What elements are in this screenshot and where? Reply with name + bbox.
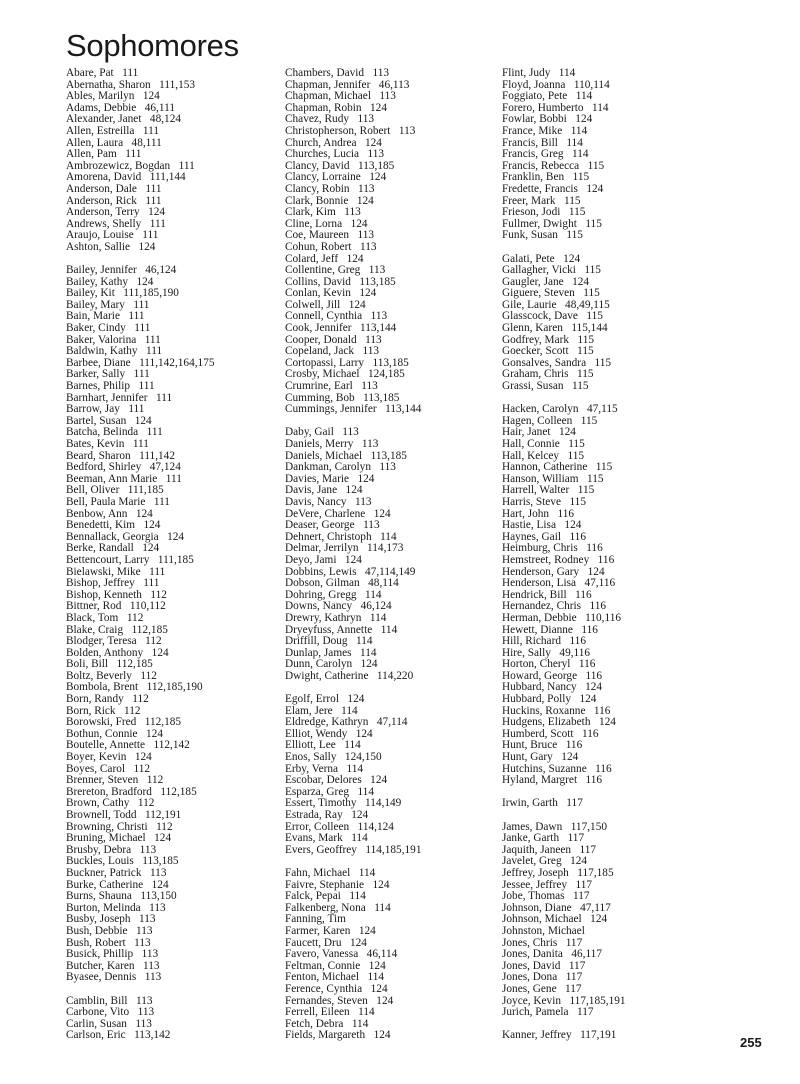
index-entry: Hacken, Carolyn 47,115 — [502, 404, 618, 416]
index-entry: Dohring, Gregg 114 — [285, 589, 382, 601]
index-entry: Baker, Cindy 111 — [66, 323, 151, 335]
index-entry: Hagen, Colleen 115 — [502, 415, 598, 427]
index-entry: Boutelle, Annette 112,142 — [66, 740, 190, 752]
index-entry: Hair, Janet 124 — [502, 427, 576, 439]
index-entry: Beard, Sharon 111,142 — [66, 450, 175, 462]
index-entry: Ference, Cynthia 124 — [285, 983, 388, 995]
index-entry: Boyes, Carol 112 — [66, 763, 150, 775]
index-entry: Anderson, Rick 111 — [66, 195, 162, 207]
index-entry: Erby, Verna 114 — [285, 763, 364, 775]
index-entry: Falkenberg, Nona 114 — [285, 902, 391, 914]
index-entry: Johnston, Michael — [502, 925, 585, 937]
index-entry: Johnson, Diane 47,117 — [502, 902, 611, 914]
index-entry: Bush, Debbie 113 — [66, 925, 153, 937]
index-entry: Bedford, Shirley 47,124 — [66, 462, 181, 474]
index-entry: Blodger, Teresa 112 — [66, 636, 162, 648]
index-entry: Esparza, Greg 114 — [285, 786, 374, 798]
index-entry: DeVere, Charlene 124 — [285, 508, 391, 520]
index-entry: Cummings, Jennifer 113,144 — [285, 404, 422, 416]
index-entry: Adams, Debbie 46,111 — [66, 102, 175, 114]
index-entry: Herman, Debbie 110,116 — [502, 612, 622, 624]
index-entry: Bruning, Michael 124 — [66, 833, 172, 845]
index-entry: Hunt, Gary 124 — [502, 752, 579, 764]
index-entry: Bailey, Jennifer 46,124 — [66, 265, 177, 277]
index-entry: Crumrine, Earl 113 — [285, 381, 378, 393]
index-entry: Burton, Melinda 113 — [66, 902, 166, 914]
index-entry: Barrow, Jay 111 — [66, 404, 145, 416]
index-entry: Christopherson, Robert 113 — [285, 125, 416, 137]
index-entry: Boli, Bill 112,185 — [66, 659, 153, 671]
page-number: 255 — [740, 1035, 762, 1050]
index-entry: Brereton, Bradford 112,185 — [66, 786, 197, 798]
index-entry: Cline, Lorna 124 — [285, 218, 368, 230]
index-entry: Funk, Susan 115 — [502, 230, 583, 242]
index-entry: Baldwin, Kathy 111 — [66, 346, 163, 358]
index-entry: Alexander, Janet 48,124 — [66, 114, 181, 126]
index-entry: France, Mike 114 — [502, 125, 588, 137]
index-entry: Chambers, David 113 — [285, 68, 390, 79]
index-entry: Jobe, Thomas 117 — [502, 891, 590, 903]
index-entry: Elliott, Lee 114 — [285, 740, 361, 752]
index-entry: Foggiato, Pete 114 — [502, 91, 593, 103]
index-entry: Gonsalves, Sandra 115 — [502, 357, 612, 369]
index-entry: Daniels, Michael 113,185 — [285, 450, 407, 462]
index-entry: Bush, Robert 113 — [66, 937, 151, 949]
index-entry: Clark, Bonnie 124 — [285, 195, 374, 207]
index-entry: Estrada, Ray 124 — [285, 810, 369, 821]
index-entry: Allen, Pam 111 — [66, 149, 142, 161]
index-entry: Bishop, Jeffrey 111 — [66, 578, 160, 590]
index-entry: Bennallack, Georgia 124 — [66, 531, 185, 543]
index-gap — [66, 984, 281, 996]
index-entry: Hart, John 116 — [502, 508, 575, 520]
index-entry: Hubbard, Polly 124 — [502, 694, 597, 706]
index-entry: Freer, Mark 115 — [502, 195, 581, 207]
index-gap — [66, 254, 281, 266]
index-entry: Bailey, Kit 111,185,190 — [66, 288, 179, 300]
index-entry: Ashton, Sallie 124 — [66, 241, 156, 253]
index-entry: Heimburg, Chris 116 — [502, 543, 603, 555]
index-entry: Churches, Lucia 113 — [285, 149, 385, 161]
index-entry: Frieson, Jodi 115 — [502, 207, 586, 219]
index-entry: Brownell, Todd 112,191 — [66, 810, 182, 821]
index-entry: Bittner, Rod 110,112 — [66, 601, 166, 613]
index-entry: Araujo, Louise 111 — [66, 230, 159, 242]
index-entry: Glenn, Karen 115,144 — [502, 323, 608, 335]
index-entry: Clancy, Robin 113 — [285, 183, 375, 195]
index-entry: Hire, Sally 49,116 — [502, 647, 591, 659]
index-entry: Huckins, Roxanne 116 — [502, 705, 611, 717]
index-entry: Clancy, Lorraine 124 — [285, 172, 387, 184]
index-entry: Camblin, Bill 113 — [66, 995, 153, 1007]
index-entry: Francis, Bill 114 — [502, 137, 583, 149]
index-entry: Byasee, Dennis 113 — [66, 972, 162, 984]
index-entry: Fullmer, Dwight 115 — [502, 218, 602, 230]
index-entry: Giguere, Steven 115 — [502, 288, 600, 300]
index-entry: Hannon, Catherine 115 — [502, 462, 613, 474]
index-gap — [285, 682, 500, 694]
index-entry: Busby, Joseph 113 — [66, 914, 156, 926]
index-column-3 — [502, 68, 717, 1042]
index-entry: Collentine, Greg 113 — [285, 265, 386, 277]
index-entry: Gaugler, Jane 124 — [502, 276, 590, 288]
index-entry: Francis, Greg 114 — [502, 149, 589, 161]
index-entry: Elliot, Wendy 124 — [285, 728, 373, 740]
index-entry: Clancy, David 113,185 — [285, 160, 395, 172]
index-entry: Borowski, Fred 112,185 — [66, 717, 182, 729]
index-entry: Cumming, Bob 113,185 — [285, 392, 400, 404]
index-entry: Driffill, Doug 114 — [285, 636, 373, 648]
index-entry: Delmar, Jerrilyn 114,173 — [285, 543, 404, 555]
index-entry: Ferrell, Eileen 114 — [285, 1007, 375, 1019]
index-entry: Hyland, Margret 116 — [502, 775, 603, 787]
index-gap — [502, 1019, 717, 1031]
index-entry: Graham, Chris 115 — [502, 369, 594, 381]
index-entry: Allen, Laura 48,111 — [66, 137, 162, 149]
index-entry: Daniels, Merry 113 — [285, 439, 379, 450]
index-entry: Jones, David 117 — [502, 960, 586, 972]
index-entry: Allen, Estreilla 111 — [66, 125, 159, 137]
index-entry: Dobbins, Lewis 47,114,149 — [285, 566, 416, 578]
index-entry: Collins, David 113,185 — [285, 276, 396, 288]
index-entry: Jaquith, Janeen 117 — [502, 844, 597, 856]
index-entry: Chapman, Jennifer 46,113 — [285, 79, 410, 91]
index-entry: Born, Rick 112 — [66, 705, 141, 717]
index-entry: Hernandez, Chris 116 — [502, 601, 607, 613]
index-entry: Harris, Steve 115 — [502, 496, 586, 508]
index-entry: Gile, Laurie 48,49,115 — [502, 299, 610, 311]
index-entry: Dunn, Carolyn 124 — [285, 659, 378, 671]
index-entry: Ables, Marilyn 124 — [66, 91, 160, 103]
index-entry: Buckles, Louis 113,185 — [66, 856, 179, 868]
index-entry: Godfrey, Mark 115 — [502, 334, 595, 346]
index-entry: Hastie, Lisa 124 — [502, 520, 582, 532]
index-entry: Favero, Vanessa 46,114 — [285, 949, 398, 961]
index-entry: Church, Andrea 124 — [285, 137, 382, 149]
index-entry: Berke, Randall 124 — [66, 543, 160, 555]
index-entry: Hubbard, Nancy 124 — [502, 682, 603, 694]
index-entry: Conlan, Kevin 124 — [285, 288, 377, 300]
index-entry: Deyo, Jami 124 — [285, 554, 362, 566]
index-entry: Bell, Paula Marie 111 — [66, 496, 170, 508]
index-entry: Dankman, Carolyn 113 — [285, 462, 396, 474]
index-entry: Bielawski, Mike 111 — [66, 566, 166, 578]
index-entry: Burns, Shauna 113,150 — [66, 891, 177, 903]
index-entry: Dwight, Catherine 114,220 — [285, 670, 414, 682]
index-entry: Faivre, Stephanie 124 — [285, 879, 390, 891]
index-entry: Barker, Sally 111 — [66, 369, 150, 381]
index-entry: Ambrozewicz, Bogdan 111 — [66, 160, 195, 172]
index-entry: Gallagher, Vicki 115 — [502, 265, 601, 277]
index-entry: Hall, Connie 115 — [502, 439, 585, 450]
index-entry: Abare, Pat 111 — [66, 68, 139, 79]
index-entry: Deaser, George 113 — [285, 520, 380, 532]
index-entry: Galati, Pete 124 — [502, 253, 581, 265]
index-entry: Henderson, Lisa 47,116 — [502, 578, 616, 590]
index-entry: Benbow, Ann 124 — [66, 508, 153, 520]
index-entry: Bettencourt, Larry 111,185 — [66, 554, 194, 566]
index-entry: Davis, Nancy 113 — [285, 496, 372, 508]
index-entry: Busick, Phillip 113 — [66, 949, 159, 961]
index-entry: Davis, Jane 124 — [285, 485, 363, 497]
index-entry: Hutchins, Suzanne 116 — [502, 763, 612, 775]
index-entry: Joyce, Kevin 117,185,191 — [502, 995, 626, 1007]
index-entry: James, Dawn 117,150 — [502, 821, 608, 833]
index-entry: Bartel, Susan 124 — [66, 415, 152, 427]
index-entry: Bombola, Brent 112,185,190 — [66, 682, 203, 694]
index-entry: Brenner, Steven 112 — [66, 775, 164, 787]
index-entry: Jones, Gene 117 — [502, 983, 582, 995]
index-entry: Anderson, Dale 111 — [66, 183, 162, 195]
index-entry: Chapman, Michael 113 — [285, 91, 396, 103]
index-column-2 — [285, 68, 500, 1042]
index-entry: Barbee, Diane 111,142,164,175 — [66, 357, 215, 369]
index-entry: Crosby, Michael 124,185 — [285, 369, 405, 381]
index-gap — [285, 856, 500, 868]
index-entry: Error, Colleen 114,124 — [285, 821, 394, 833]
index-entry: Carlin, Susan 113 — [66, 1018, 152, 1030]
index-entry: Colard, Jeff 124 — [285, 253, 364, 265]
index-entry: Born, Randy 112 — [66, 694, 149, 706]
index-entry: Haynes, Gail 116 — [502, 531, 586, 543]
index-entry: Benedetti, Kim 124 — [66, 520, 161, 532]
index-entry: Daby, Gail 113 — [285, 427, 359, 439]
index-entry: Howard, George 116 — [502, 670, 603, 682]
index-entry: Cortopassi, Larry 113,185 — [285, 357, 409, 369]
index-entry: Bain, Marie 111 — [66, 311, 145, 323]
index-entry: Blake, Craig 112,185 — [66, 624, 168, 636]
index-entry: Hewett, Dianne 116 — [502, 624, 598, 636]
index-entry: Bailey, Kathy 124 — [66, 276, 154, 288]
index-entry: Janke, Garth 117 — [502, 833, 585, 845]
index-entry: Falck, Pepai 114 — [285, 891, 366, 903]
index-entry: Baker, Valorina 111 — [66, 334, 161, 346]
index-gap — [502, 393, 717, 405]
index-entry: Boyer, Kevin 124 — [66, 752, 152, 764]
index-entry: Downs, Nancy 46,124 — [285, 601, 392, 613]
index-entry: Jones, Dona 117 — [502, 972, 583, 984]
index-entry: Clark, Kim 113 — [285, 207, 361, 219]
index-entry: Butcher, Karen 113 — [66, 960, 160, 972]
index-entry: Cook, Jennifer 113,144 — [285, 323, 397, 335]
index-entry: Drewry, Kathryn 114 — [285, 612, 387, 624]
index-entry: Anderson, Terry 124 — [66, 207, 166, 219]
index-entry: Jones, Danita 46,117 — [502, 949, 602, 961]
index-entry: Amorena, David 111,144 — [66, 172, 186, 184]
index-entry: Grassi, Susan 115 — [502, 381, 589, 393]
index-entry: Batcha, Belinda 111 — [66, 427, 163, 439]
index-entry: Hudgens, Elizabeth 124 — [502, 717, 616, 729]
index-entry: Connell, Cynthia 113 — [285, 311, 388, 323]
index-entry: Copeland, Jack 113 — [285, 346, 380, 358]
index-entry: Flint, Judy 114 — [502, 68, 576, 79]
index-entry: Farmer, Karen 124 — [285, 925, 376, 937]
index-entry: Chapman, Robin 124 — [285, 102, 387, 114]
index-entry: Carbone, Vito 113 — [66, 1007, 155, 1019]
index-entry: Fenton, Michael 114 — [285, 972, 385, 984]
index-column-1 — [66, 68, 281, 1042]
index-entry: Coe, Maureen 113 — [285, 230, 374, 242]
index-entry: Buckner, Patrick 113 — [66, 867, 167, 879]
index-entry: Browning, Christi 112 — [66, 821, 173, 833]
index-entry: Andrews, Shelly 111 — [66, 218, 166, 230]
index-entry: Black, Tom 112 — [66, 612, 144, 624]
index-entry: Fernandes, Steven 124 — [285, 995, 394, 1007]
index-entry: Hunt, Bruce 116 — [502, 740, 583, 752]
index-entry: Dehnert, Christoph 114 — [285, 531, 397, 543]
index-entry: Bothun, Connie 124 — [66, 728, 163, 740]
index-gap — [502, 242, 717, 254]
index-entry: Fields, Margareth 124 — [285, 1030, 391, 1042]
index-entry: Enos, Sally 124,150 — [285, 752, 382, 764]
index-entry: Boltz, Beverly 112 — [66, 670, 157, 682]
index-entry: Beeman, Ann Marie 111 — [66, 473, 182, 485]
index-entry: Hall, Kelcey 115 — [502, 450, 585, 462]
index-entry: Barnhart, Jennifer 111 — [66, 392, 173, 404]
index-entry: Eldredge, Kathryn 47,114 — [285, 717, 408, 729]
index-entry: Jurich, Pamela 117 — [502, 1007, 594, 1019]
index-entry: Fetch, Debra 114 — [285, 1018, 369, 1030]
index-entry: Dunlap, James 114 — [285, 647, 377, 659]
index-entry: Hemstreet, Rodney 116 — [502, 554, 615, 566]
index-entry: Faucett, Dru 124 — [285, 937, 367, 949]
index-entry: Fowlar, Bobbi 124 — [502, 114, 593, 126]
index-entry: Jessee, Jeffrey 117 — [502, 879, 593, 891]
index-entry: Fanning, Tim — [285, 914, 346, 926]
index-entry: Bishop, Kenneth 112 — [66, 589, 167, 601]
index-entry: Forero, Humberto 114 — [502, 102, 609, 114]
index-entry: Brusby, Debra 113 — [66, 844, 157, 856]
index-entry: Franklin, Ben 115 — [502, 172, 590, 184]
index-entry: Bell, Oliver 111,185 — [66, 485, 164, 497]
index-entry: Carlson, Eric 113,142 — [66, 1030, 171, 1042]
index-entry: Goecker, Scott 115 — [502, 346, 594, 358]
index-entry: Floyd, Joanna 110,114 — [502, 79, 610, 91]
index-entry: Bailey, Mary 111 — [66, 299, 150, 311]
index-entry: Glasscock, Dave 115 — [502, 311, 603, 323]
index-entry: Escobar, Delores 124 — [285, 775, 388, 787]
index-entry: Hill, Richard 116 — [502, 636, 586, 648]
index-entry: Kanner, Jeffrey 117,191 — [502, 1030, 617, 1042]
index-entry: Evans, Mark 114 — [285, 833, 368, 845]
index-entry: Essert, Timothy 114,149 — [285, 798, 402, 810]
index-entry: Abernatha, Sharon 111,153 — [66, 79, 196, 91]
index-entry: Bates, Kevin 111 — [66, 439, 149, 450]
index-entry: Dryeyfuss, Annette 114 — [285, 624, 398, 636]
index-entry: Harrell, Walter 115 — [502, 485, 595, 497]
index-entry: Egolf, Errol 124 — [285, 694, 365, 706]
index-entry: Javelet, Greg 124 — [502, 856, 588, 868]
index-entry: Irwin, Garth 117 — [502, 798, 583, 810]
index-entry: Colwell, Jill 124 — [285, 299, 366, 311]
index-entry: Cohun, Robert 113 — [285, 241, 377, 253]
index-entry: Horton, Cheryl 116 — [502, 659, 596, 671]
index-gap — [285, 416, 500, 428]
index-gap — [502, 787, 717, 799]
index-gap — [502, 810, 717, 822]
index-entry: Bolden, Anthony 124 — [66, 647, 169, 659]
index-entry: Elam, Jere 114 — [285, 705, 358, 717]
index-entry: Hendrick, Bill 116 — [502, 589, 592, 601]
index-entry: Cooper, Donald 113 — [285, 334, 382, 346]
index-entry: Feltman, Connie 124 — [285, 960, 386, 972]
index-entry: Barnes, Philip 111 — [66, 381, 155, 393]
index-entry: Evers, Geoffrey 114,185,191 — [285, 844, 422, 856]
index-entry: Burke, Catherine 124 — [66, 879, 169, 891]
index-entry: Davies, Marie 124 — [285, 473, 375, 485]
index-entry: Henderson, Gary 124 — [502, 566, 605, 578]
index-entry: Jeffrey, Joseph 117,185 — [502, 867, 614, 879]
index-entry: Johnson, Michael 124 — [502, 914, 608, 926]
index-entry: Chavez, Rudy 113 — [285, 114, 375, 126]
index-entry: Francis, Rebecca 115 — [502, 160, 605, 172]
index-entry: Fahn, Michael 114 — [285, 867, 376, 879]
index-entry: Hanson, William 115 — [502, 473, 604, 485]
index-entry: Fredette, Francis 124 — [502, 183, 604, 195]
index-entry: Dobson, Gilman 48,114 — [285, 578, 399, 590]
index-entry: Humberd, Scott 116 — [502, 728, 599, 740]
page-title: Sophomores — [66, 28, 239, 63]
index-entry: Brown, Cathy 112 — [66, 798, 155, 810]
index-entry: Jones, Chris 117 — [502, 937, 583, 949]
